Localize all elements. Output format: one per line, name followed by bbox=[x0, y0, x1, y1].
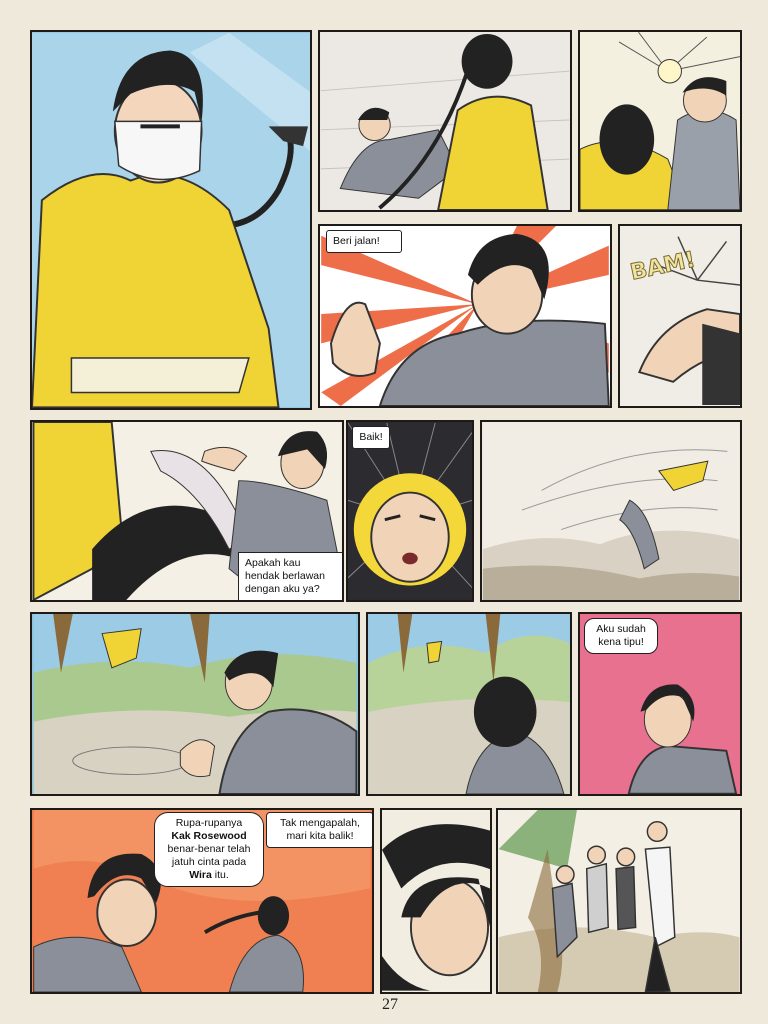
page-number: 27 bbox=[382, 996, 398, 1013]
panel-girl-closeup bbox=[380, 808, 492, 994]
back-view-art bbox=[368, 614, 570, 794]
impact-art bbox=[580, 32, 740, 210]
masked-man-art bbox=[32, 32, 310, 408]
panel-bam bbox=[618, 224, 742, 408]
beri-jalan-art bbox=[320, 226, 610, 406]
panel-rosewood bbox=[30, 808, 374, 994]
panel-group-walk bbox=[496, 808, 742, 994]
rosewood-name: Kak Rosewood bbox=[171, 830, 247, 842]
girl-closeup-art bbox=[382, 810, 490, 992]
rosewood-wira: Wira bbox=[189, 869, 212, 881]
panel-baik bbox=[346, 420, 474, 602]
rosewood-line-1: Rupa-rupanya bbox=[175, 817, 243, 829]
panel-impact bbox=[578, 30, 742, 212]
panel-tipu bbox=[578, 612, 742, 796]
panel-back-view bbox=[366, 612, 572, 796]
forest-chase-art bbox=[32, 614, 358, 794]
caption-apakah: Apakah kau hendak berlawan dengan aku ya? bbox=[238, 552, 344, 601]
thought-bubble-rosewood bbox=[154, 812, 264, 887]
landscape-fight-art bbox=[482, 422, 740, 600]
panel-masked-man bbox=[30, 30, 312, 410]
panel-landscape-fight bbox=[480, 420, 742, 602]
panel-running-boy bbox=[318, 30, 572, 212]
speech-bubble-tak-mengapalah: Tak mengapalah, mari kita balik! bbox=[266, 812, 374, 848]
rosewood-line-3: benar-benar telah jatuh cinta pada bbox=[167, 843, 251, 868]
speech-bubble-beri-jalan: Beri jalan! bbox=[326, 230, 402, 253]
panel-forest-chase bbox=[30, 612, 360, 796]
speech-bubble-baik: Baik! bbox=[352, 426, 390, 449]
sound-effect-bam: BAM! bbox=[628, 247, 698, 286]
panel-beri-jalan bbox=[318, 224, 612, 408]
group-walk-art bbox=[498, 810, 740, 992]
running-boy-art bbox=[320, 32, 570, 210]
rosewood-line-end: itu. bbox=[214, 869, 229, 881]
thought-bubble-tipu: Aku sudah kena tipu! bbox=[584, 618, 658, 654]
panel-confrontation bbox=[30, 420, 344, 602]
